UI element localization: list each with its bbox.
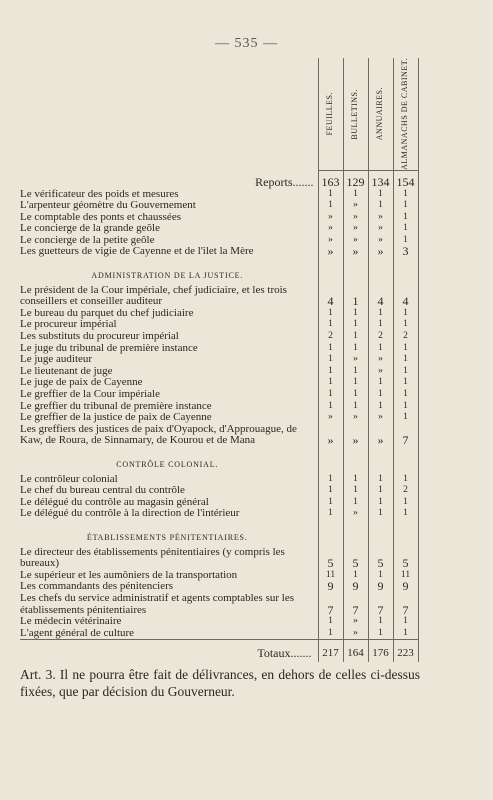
table-row [20, 235, 418, 247]
value-cell: » [368, 424, 393, 447]
value-cell: 11 [393, 570, 418, 582]
value-cell: 7 [368, 593, 393, 616]
row-label: L'arpenteur géomètre du Gouvernement [20, 200, 196, 212]
empty-cell [318, 258, 343, 285]
value-cell: 1 [393, 497, 418, 509]
row-label: Le greffier de la justice de paix de Cayenne [20, 412, 212, 424]
table-row [20, 246, 418, 258]
value-cell: 1 [318, 366, 343, 378]
header-blank [20, 58, 318, 170]
value-cell: 1 [368, 474, 393, 486]
row-label: Le greffier du tribunal de première instance [20, 400, 212, 412]
row-label: Le greffier de la Cour impériale [20, 389, 160, 400]
value-cell: 2 [393, 485, 418, 497]
value-cell: 7 [393, 424, 418, 447]
row-label: Le lieutenant de juge [20, 365, 113, 377]
value-cell: 1 [368, 389, 393, 401]
distribution-table [20, 58, 418, 662]
row-label: Les commandants des pénitenciers [20, 581, 174, 593]
value-cell: 4 [318, 285, 343, 308]
value-cell: 1 [318, 616, 343, 628]
value-cell: 1 [393, 412, 418, 424]
value-cell: 7 [393, 593, 418, 616]
value-cell: » [318, 424, 343, 447]
value-cell: » [343, 354, 368, 366]
value-cell: 1 [318, 343, 343, 355]
row-label: Le juge du tribunal de première instance [20, 342, 198, 354]
value-cell: 1 [393, 308, 418, 320]
value-cell: 223 [393, 640, 418, 662]
value-cell: 164 [343, 640, 368, 662]
value-cell: » [343, 212, 368, 224]
row-label: Les guetteurs de vigie de Cayenne et de l'ilet la Mère [20, 246, 254, 258]
value-cell: 1 [368, 200, 393, 212]
value-cell: 1 [343, 331, 368, 343]
value-cell: 1 [393, 319, 418, 331]
table-row [20, 223, 418, 235]
page-number: — 535 — [215, 36, 278, 51]
value-cell: 1 [368, 401, 393, 413]
table-row [20, 354, 418, 366]
column-header-annuaires: ANNUAIRES. [368, 58, 393, 170]
empty-cell [318, 520, 343, 547]
value-cell: » [368, 366, 393, 378]
row-label: Le comptable des ponts et chaussées [20, 211, 181, 223]
value-cell: 1 [343, 285, 368, 308]
reports-label: Reports....... [255, 174, 314, 189]
row-label: Les greffiers des justices de paix d'Oyapock, d'Approuague, de Kaw, de Roura, de Sinnamary, de Kourou et de Mana [20, 423, 297, 447]
value-cell: 1 [343, 308, 368, 320]
table-row [20, 189, 418, 201]
value-cell: 1 [318, 497, 343, 509]
table-row [20, 366, 418, 378]
table-row [20, 389, 418, 401]
value-cell: 1 [393, 401, 418, 413]
table-row [20, 508, 418, 520]
value-cell: 4 [393, 285, 418, 308]
value-cell: 9 [318, 581, 343, 593]
row-label: Le directeur des établissements pénitentiaires (y compris les bureaux) [20, 546, 285, 570]
value-cell: 1 [318, 377, 343, 389]
value-cell: » [343, 628, 368, 640]
row-label: Le concierge de la petite geôle [20, 234, 155, 246]
value-cell: 134 [368, 170, 393, 188]
row-label: Le concierge de la grande geôle [20, 223, 160, 235]
value-cell: » [343, 616, 368, 628]
empty-cell [393, 447, 418, 474]
value-cell: 1 [368, 319, 393, 331]
value-cell: 1 [343, 189, 368, 201]
empty-cell [318, 447, 343, 474]
row-label: Le bureau du parquet du chef judiciaire [20, 307, 194, 319]
value-cell: 1 [318, 401, 343, 413]
table-row [20, 285, 418, 308]
value-cell: 7 [318, 593, 343, 616]
value-cell: 1 [368, 485, 393, 497]
value-cell: 129 [343, 170, 368, 188]
table-row [20, 212, 418, 224]
row-label: Les substituts du procureur impérial [20, 331, 179, 343]
table-row [20, 547, 418, 570]
value-cell: 9 [368, 581, 393, 593]
value-cell: 1 [318, 628, 343, 640]
value-cell: » [343, 246, 368, 258]
value-cell: 3 [393, 246, 418, 258]
value-cell: 1 [393, 366, 418, 378]
value-cell: » [343, 235, 368, 247]
value-cell: 1 [368, 189, 393, 201]
row-label: Le délégué du contrôle à la direction de l'intérieur [20, 508, 240, 520]
value-cell: » [368, 235, 393, 247]
table-row [20, 200, 418, 212]
value-cell: 1 [318, 319, 343, 331]
value-cell: 1 [343, 389, 368, 401]
table-row [20, 485, 418, 497]
section-heading-row [20, 520, 418, 547]
empty-cell [343, 447, 368, 474]
totals-label: Totaux....... [20, 640, 318, 662]
value-cell: 2 [368, 331, 393, 343]
section-heading-row [20, 447, 418, 474]
value-cell: 1 [368, 377, 393, 389]
section-heading: ADMINISTRATION DE LA JUSTICE. [91, 271, 244, 281]
table-row [20, 497, 418, 509]
value-cell: 176 [368, 640, 393, 662]
value-cell: » [318, 235, 343, 247]
row-label: Le médecin vétérinaire [20, 616, 122, 628]
value-cell: 1 [343, 485, 368, 497]
table-row [20, 377, 418, 389]
row-label: Le chef du bureau central du contrôle [20, 485, 185, 497]
value-cell: 5 [368, 547, 393, 570]
value-cell: 5 [343, 547, 368, 570]
table-row [20, 401, 418, 413]
table-row [20, 581, 418, 593]
row-label: Le vérificateur des poids et mesures [20, 188, 179, 200]
column-header-feuilles: FEUILLES. [318, 58, 343, 170]
section-heading-row [20, 258, 418, 285]
value-cell: 1 [393, 616, 418, 628]
empty-cell [368, 447, 393, 474]
table [20, 58, 419, 662]
value-cell: 1 [393, 189, 418, 201]
table-row [20, 343, 418, 355]
row-label: Le juge de paix de Cayenne [20, 377, 143, 389]
totals-row [20, 640, 418, 662]
empty-cell [343, 258, 368, 285]
value-cell: 1 [368, 497, 393, 509]
value-cell: 1 [318, 308, 343, 320]
value-cell: » [318, 412, 343, 424]
value-cell: 217 [318, 640, 343, 662]
value-cell: » [343, 424, 368, 447]
value-cell: 1 [318, 189, 343, 201]
value-cell: 1 [393, 628, 418, 640]
row-label: L'agent général de culture [20, 627, 135, 639]
row-label: Le contrôleur colonial [20, 473, 118, 485]
value-cell: 1 [393, 212, 418, 224]
table-row [20, 570, 418, 582]
value-cell: 1 [343, 401, 368, 413]
value-cell: 5 [318, 547, 343, 570]
value-cell: 1 [368, 508, 393, 520]
value-cell: 1 [318, 474, 343, 486]
value-cell: 9 [393, 581, 418, 593]
row-label: Le délégué du contrôle au magasin général [20, 496, 209, 508]
empty-cell [368, 258, 393, 285]
value-cell: » [318, 246, 343, 258]
table-row [20, 593, 418, 616]
value-cell: 1 [393, 343, 418, 355]
value-cell: 1 [368, 343, 393, 355]
value-cell: 1 [393, 200, 418, 212]
table-row [20, 319, 418, 331]
column-header-almanachs: ALMANACHS DE CABINET. [393, 58, 418, 170]
value-cell: 1 [393, 354, 418, 366]
value-cell: 2 [393, 331, 418, 343]
value-cell: 1 [343, 570, 368, 582]
value-cell: 1 [343, 319, 368, 331]
table-row [20, 308, 418, 320]
value-cell: 1 [318, 485, 343, 497]
value-cell: 1 [393, 389, 418, 401]
row-label: Le juge auditeur [20, 354, 93, 366]
value-cell: 1 [368, 308, 393, 320]
value-cell: 1 [393, 377, 418, 389]
section-heading: CONTRÔLE COLONIAL. [116, 459, 219, 469]
value-cell: 1 [368, 616, 393, 628]
table-row [20, 474, 418, 486]
value-cell: 1 [343, 343, 368, 355]
value-cell: 1 [393, 474, 418, 486]
empty-cell [368, 520, 393, 547]
empty-cell [393, 520, 418, 547]
row-label: Le président de la Cour impériale, chef judiciaire, et les trois conseillers et conseiller auditeur [20, 284, 287, 308]
header-row [20, 58, 418, 170]
value-cell: 1 [318, 354, 343, 366]
section-heading: ÉTABLISSEMENTS PÉNITENTIAIRES. [86, 532, 248, 542]
value-cell: » [318, 212, 343, 224]
value-cell: » [368, 412, 393, 424]
table-row [20, 616, 418, 628]
value-cell: 1 [318, 389, 343, 401]
value-cell: 1 [368, 570, 393, 582]
value-cell: » [343, 508, 368, 520]
value-cell: 1 [368, 628, 393, 640]
column-header-bulletins: BULLETINS. [343, 58, 368, 170]
value-cell: 1 [393, 223, 418, 235]
value-cell: 163 [318, 170, 343, 188]
value-cell: 5 [393, 547, 418, 570]
empty-cell [393, 258, 418, 285]
value-cell: 1 [343, 377, 368, 389]
table-row [20, 331, 418, 343]
empty-cell [343, 520, 368, 547]
value-cell: 1 [343, 474, 368, 486]
value-cell: » [343, 412, 368, 424]
value-cell: 1 [393, 508, 418, 520]
row-label: Le supérieur et les aumôniers de la transportation [20, 569, 238, 581]
value-cell: 1 [318, 200, 343, 212]
table-row [20, 628, 418, 640]
article-3: Art. 3. Il ne pourra être fait de délivrances, en dehors de celles ci-dessus fixées, que par décision du Gouverneur. [20, 667, 420, 699]
value-cell: » [368, 354, 393, 366]
value-cell: » [343, 223, 368, 235]
value-cell: 1 [343, 366, 368, 378]
row-label: Les chefs du service administratif et agents comptables sur les établissements pénitentiaires [20, 592, 294, 616]
value-cell: 2 [318, 331, 343, 343]
value-cell: 1 [318, 508, 343, 520]
value-cell: 1 [343, 497, 368, 509]
value-cell: » [368, 212, 393, 224]
reports-row [20, 170, 418, 188]
value-cell: » [343, 200, 368, 212]
value-cell: 4 [368, 285, 393, 308]
value-cell: 11 [318, 570, 343, 582]
value-cell: 1 [393, 235, 418, 247]
table-row [20, 424, 418, 447]
value-cell: 9 [343, 581, 368, 593]
value-cell: 7 [343, 593, 368, 616]
value-cell: » [368, 246, 393, 258]
value-cell: 154 [393, 170, 418, 188]
value-cell: » [368, 223, 393, 235]
value-cell: » [318, 223, 343, 235]
row-label: Le procureur impérial [20, 319, 117, 331]
table-row [20, 412, 418, 424]
